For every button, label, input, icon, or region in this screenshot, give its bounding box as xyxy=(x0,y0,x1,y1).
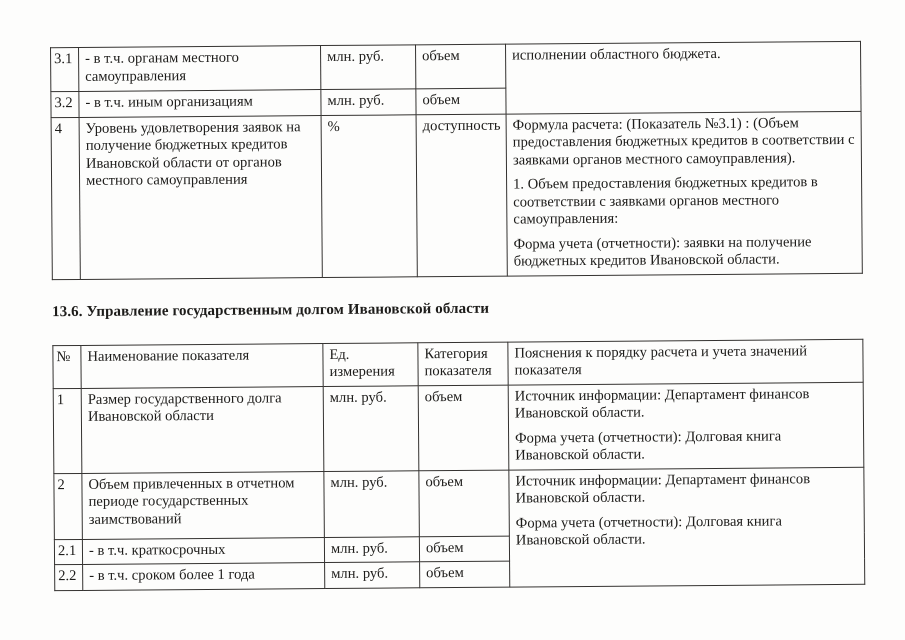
table-row xyxy=(51,41,861,91)
explanation-paragraph: 1. Объем предоставления бюджетных кредитов в соответствии с заявками органов местного самоуправления: xyxy=(513,174,818,228)
cell-indicator-name: - в т.ч. органам местного самоуправления xyxy=(79,46,321,92)
header-row-number: № xyxy=(53,345,81,388)
cell-unit: % xyxy=(321,114,417,277)
cell-row-number: 1 xyxy=(53,388,82,473)
cell-category: объем xyxy=(419,470,510,537)
cell-unit: млн. руб. xyxy=(324,536,419,562)
cell-row-number: 2 xyxy=(54,473,83,539)
table-row xyxy=(51,111,862,279)
cell-explanation xyxy=(509,467,865,587)
cell-unit: млн. руб. xyxy=(325,562,420,589)
cell-indicator-name: - в т.ч. краткосрочных xyxy=(82,537,324,564)
cell-row-number: 3.2 xyxy=(51,91,79,117)
table-row xyxy=(54,467,864,539)
header-explanation: Пояснения к порядку расчета и учета значений показателя xyxy=(508,339,863,385)
cell-indicator-name: Объем привлеченных в отчетном периоде государственных заимствований xyxy=(82,471,325,539)
cell-explanation xyxy=(506,41,862,113)
cell-row-number: 4 xyxy=(51,117,80,279)
cell-explanation xyxy=(506,111,862,276)
cell-row-number: 2.2 xyxy=(55,564,83,590)
cell-unit: млн. руб. xyxy=(321,45,416,90)
cell-explanation xyxy=(508,382,864,470)
debt-management-table xyxy=(52,338,865,591)
cell-category: объем xyxy=(419,536,509,562)
cell-indicator-name: Уровень удовлетворения заявок на получение бюджетных кредитов Ивановской области от органов местного самоуправления xyxy=(79,115,322,279)
explanation-paragraph: Форма учета (отчетности): Долговая книга Ивановской области. xyxy=(515,512,782,549)
cell-category: объем xyxy=(416,44,506,89)
explanation-paragraph: Форма учета (отчетности): заявки на получение бюджетных кредитов Ивановской области. xyxy=(513,233,812,270)
cell-category: объем xyxy=(420,561,510,588)
explanation-paragraph: Источник информации: Департамент финансов Ивановской области. xyxy=(514,385,810,422)
header-category: Категория показателя xyxy=(418,342,508,386)
explanation-paragraph: Формула расчета: (Показатель №3.1) : (Объем предоставления бюджетных кредитов в соответствии с заявками органов местного самоуправления). xyxy=(512,114,855,169)
cell-row-number: 3.1 xyxy=(51,47,79,91)
cell-category: объем xyxy=(418,385,509,471)
explanation-paragraph: Источник информации: Департамент финансов Ивановской области. xyxy=(515,470,811,507)
cell-category: объем xyxy=(416,88,506,114)
budget-credits-table-continuation xyxy=(50,41,863,280)
table-row xyxy=(53,382,864,473)
table-header-row xyxy=(53,339,863,388)
header-unit: Ед. измерения xyxy=(323,342,418,386)
cell-unit: млн. руб. xyxy=(323,385,419,471)
cell-indicator-name: - в т.ч. сроком более 1 года xyxy=(83,563,325,591)
cell-unit: млн. руб. xyxy=(324,470,420,537)
cell-category: доступность xyxy=(416,114,507,277)
header-indicator-name: Наименование показателя xyxy=(81,343,323,388)
document-page xyxy=(50,41,866,591)
explanation-paragraph: исполнении областного бюджета. xyxy=(512,45,721,64)
cell-row-number: 2.1 xyxy=(54,539,82,565)
section-heading: 13.6. Управление государственным долгом Ивановской области xyxy=(52,300,490,320)
cell-indicator-name: - в т.ч. иным организациям xyxy=(79,90,321,117)
cell-indicator-name: Размер государственного долга Ивановской области xyxy=(81,386,324,473)
cell-unit: млн. руб. xyxy=(321,89,416,115)
explanation-paragraph: Форма учета (отчетности): Долговая книга Ивановской области. xyxy=(515,427,782,464)
